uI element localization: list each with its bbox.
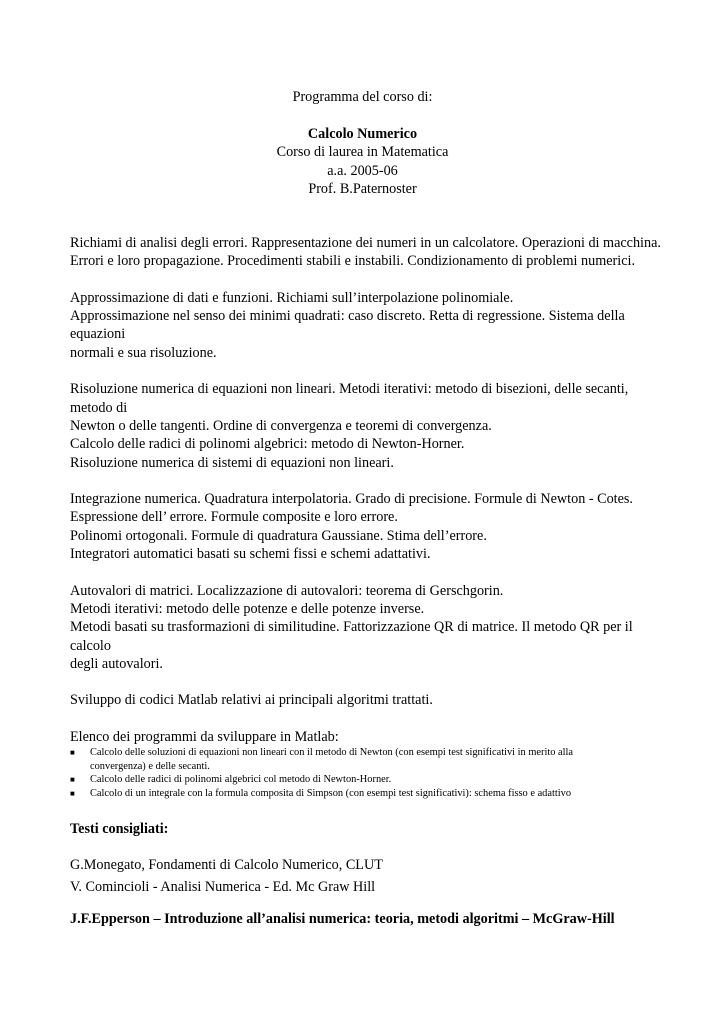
- course-title: Calcolo Numerico: [307, 125, 418, 142]
- professor-name: Prof. B.Paternoster: [308, 181, 417, 197]
- text-line: Calcolo delle radici di polinomi algebrici: metodo di Newton-Horner.: [70, 436, 465, 453]
- section-autovalori: [70, 582, 670, 673]
- programs-section: [70, 728, 670, 800]
- list-item: [70, 787, 670, 801]
- text-line: Metodi basati su trasformazioni di similitudine. Fattorizzazione QR di matrice. Il metodo QR per il calcolo: [70, 619, 633, 654]
- text-line: Risoluzione numerica di sistemi di equazioni non lineari.: [70, 454, 394, 471]
- text-line: Integratori automatici basati su schemi fissi e schemi adattativi.: [70, 546, 431, 563]
- syllabus-body: [70, 234, 670, 800]
- text-line: Espressione dell’ errore. Formule composite e loro errore.: [70, 509, 398, 526]
- bullet-square-icon: ■: [70, 775, 75, 785]
- text-line: Autovalori di matrici. Localizzazione di autovalori: teorema di Gerschgorin.: [70, 582, 504, 599]
- section-errori: [70, 234, 670, 271]
- list-item-text: Calcolo delle soluzioni di equazioni non lineari con il metodo di Newton (con esempi test significativi in merito alla: [90, 747, 574, 759]
- reference-item: G.Monegato, Fondamenti di Calcolo Numerico, CLUT: [70, 857, 383, 873]
- academic-year: a.a. 2005-06: [327, 162, 398, 179]
- text-line: degli autovalori.: [70, 655, 163, 672]
- list-item-text: convergenza) e delle secanti.: [90, 760, 210, 772]
- text-line: Integrazione numerica. Quadratura interpolatoria. Grado di precisione. Formule di Newton - Cotes.: [70, 491, 633, 508]
- document-header: [0, 88, 725, 199]
- section-equazioni: [70, 380, 670, 471]
- text-line: Sviluppo di codici Matlab relativi ai principali algoritmi trattati.: [70, 692, 433, 709]
- bullet-square-icon: ■: [70, 748, 75, 758]
- section-integrazione: [70, 490, 670, 563]
- degree-label: Corso di laurea in Matematica: [276, 144, 449, 160]
- list-item-text: Calcolo di un integrale con la formula composita di Simpson (con esempi test significativi): schema fisso e adattivo: [90, 787, 572, 799]
- references-section: [70, 820, 690, 928]
- text-line: Errori e loro propagazione. Procedimenti stabili e instabili. Condizionamento di problemi numerici.: [70, 253, 635, 270]
- list-item: [70, 773, 670, 787]
- programs-list: [70, 746, 670, 800]
- list-item: [70, 746, 670, 773]
- text-line: Newton o delle tangenti. Ordine di convergenza e teoremi di convergenza.: [70, 417, 492, 434]
- text-line: normali e sua risoluzione.: [70, 344, 217, 361]
- list-item-text: Calcolo delle radici di polinomi algebrici col metodo di Newton-Horner.: [90, 774, 392, 786]
- programma-label: Programma del corso di:: [292, 89, 433, 105]
- text-line: Richiami di analisi degli errori. Rappresentazione dei numeri in un calcolatore. Operazioni di macchina.: [70, 235, 661, 251]
- text-line: Risoluzione numerica di equazioni non lineari. Metodi iterativi: metodo di bisezioni, delle secanti, metodo di: [70, 381, 629, 416]
- bullet-square-icon: ■: [70, 788, 75, 798]
- reference-item: V. Comincioli - Analisi Numerica - Ed. Mc Graw Hill: [70, 879, 376, 895]
- section-matlab: [70, 691, 670, 709]
- text-line: Approssimazione nel senso dei minimi quadrati: caso discreto. Retta di regressione. Sistema della equazioni: [70, 308, 625, 343]
- text-line: Metodi iterativi: metodo delle potenze e delle potenze inverse.: [70, 600, 425, 617]
- text-line: Approssimazione di dati e funzioni. Richiami sull’interpolazione polinomiale.: [70, 289, 514, 306]
- references-title: Testi consigliati:: [70, 821, 169, 837]
- reference-item-bold: J.F.Epperson – Introduzione all’analisi numerica: teoria, metodi algoritmi – McGraw-Hill: [70, 911, 615, 927]
- programs-intro: Elenco dei programmi da sviluppare in Matlab:: [70, 729, 339, 746]
- section-approssimazione: [70, 289, 670, 362]
- text-line: Polinomi ortogonali. Formule di quadratura Gaussiane. Stima dell’errore.: [70, 527, 487, 544]
